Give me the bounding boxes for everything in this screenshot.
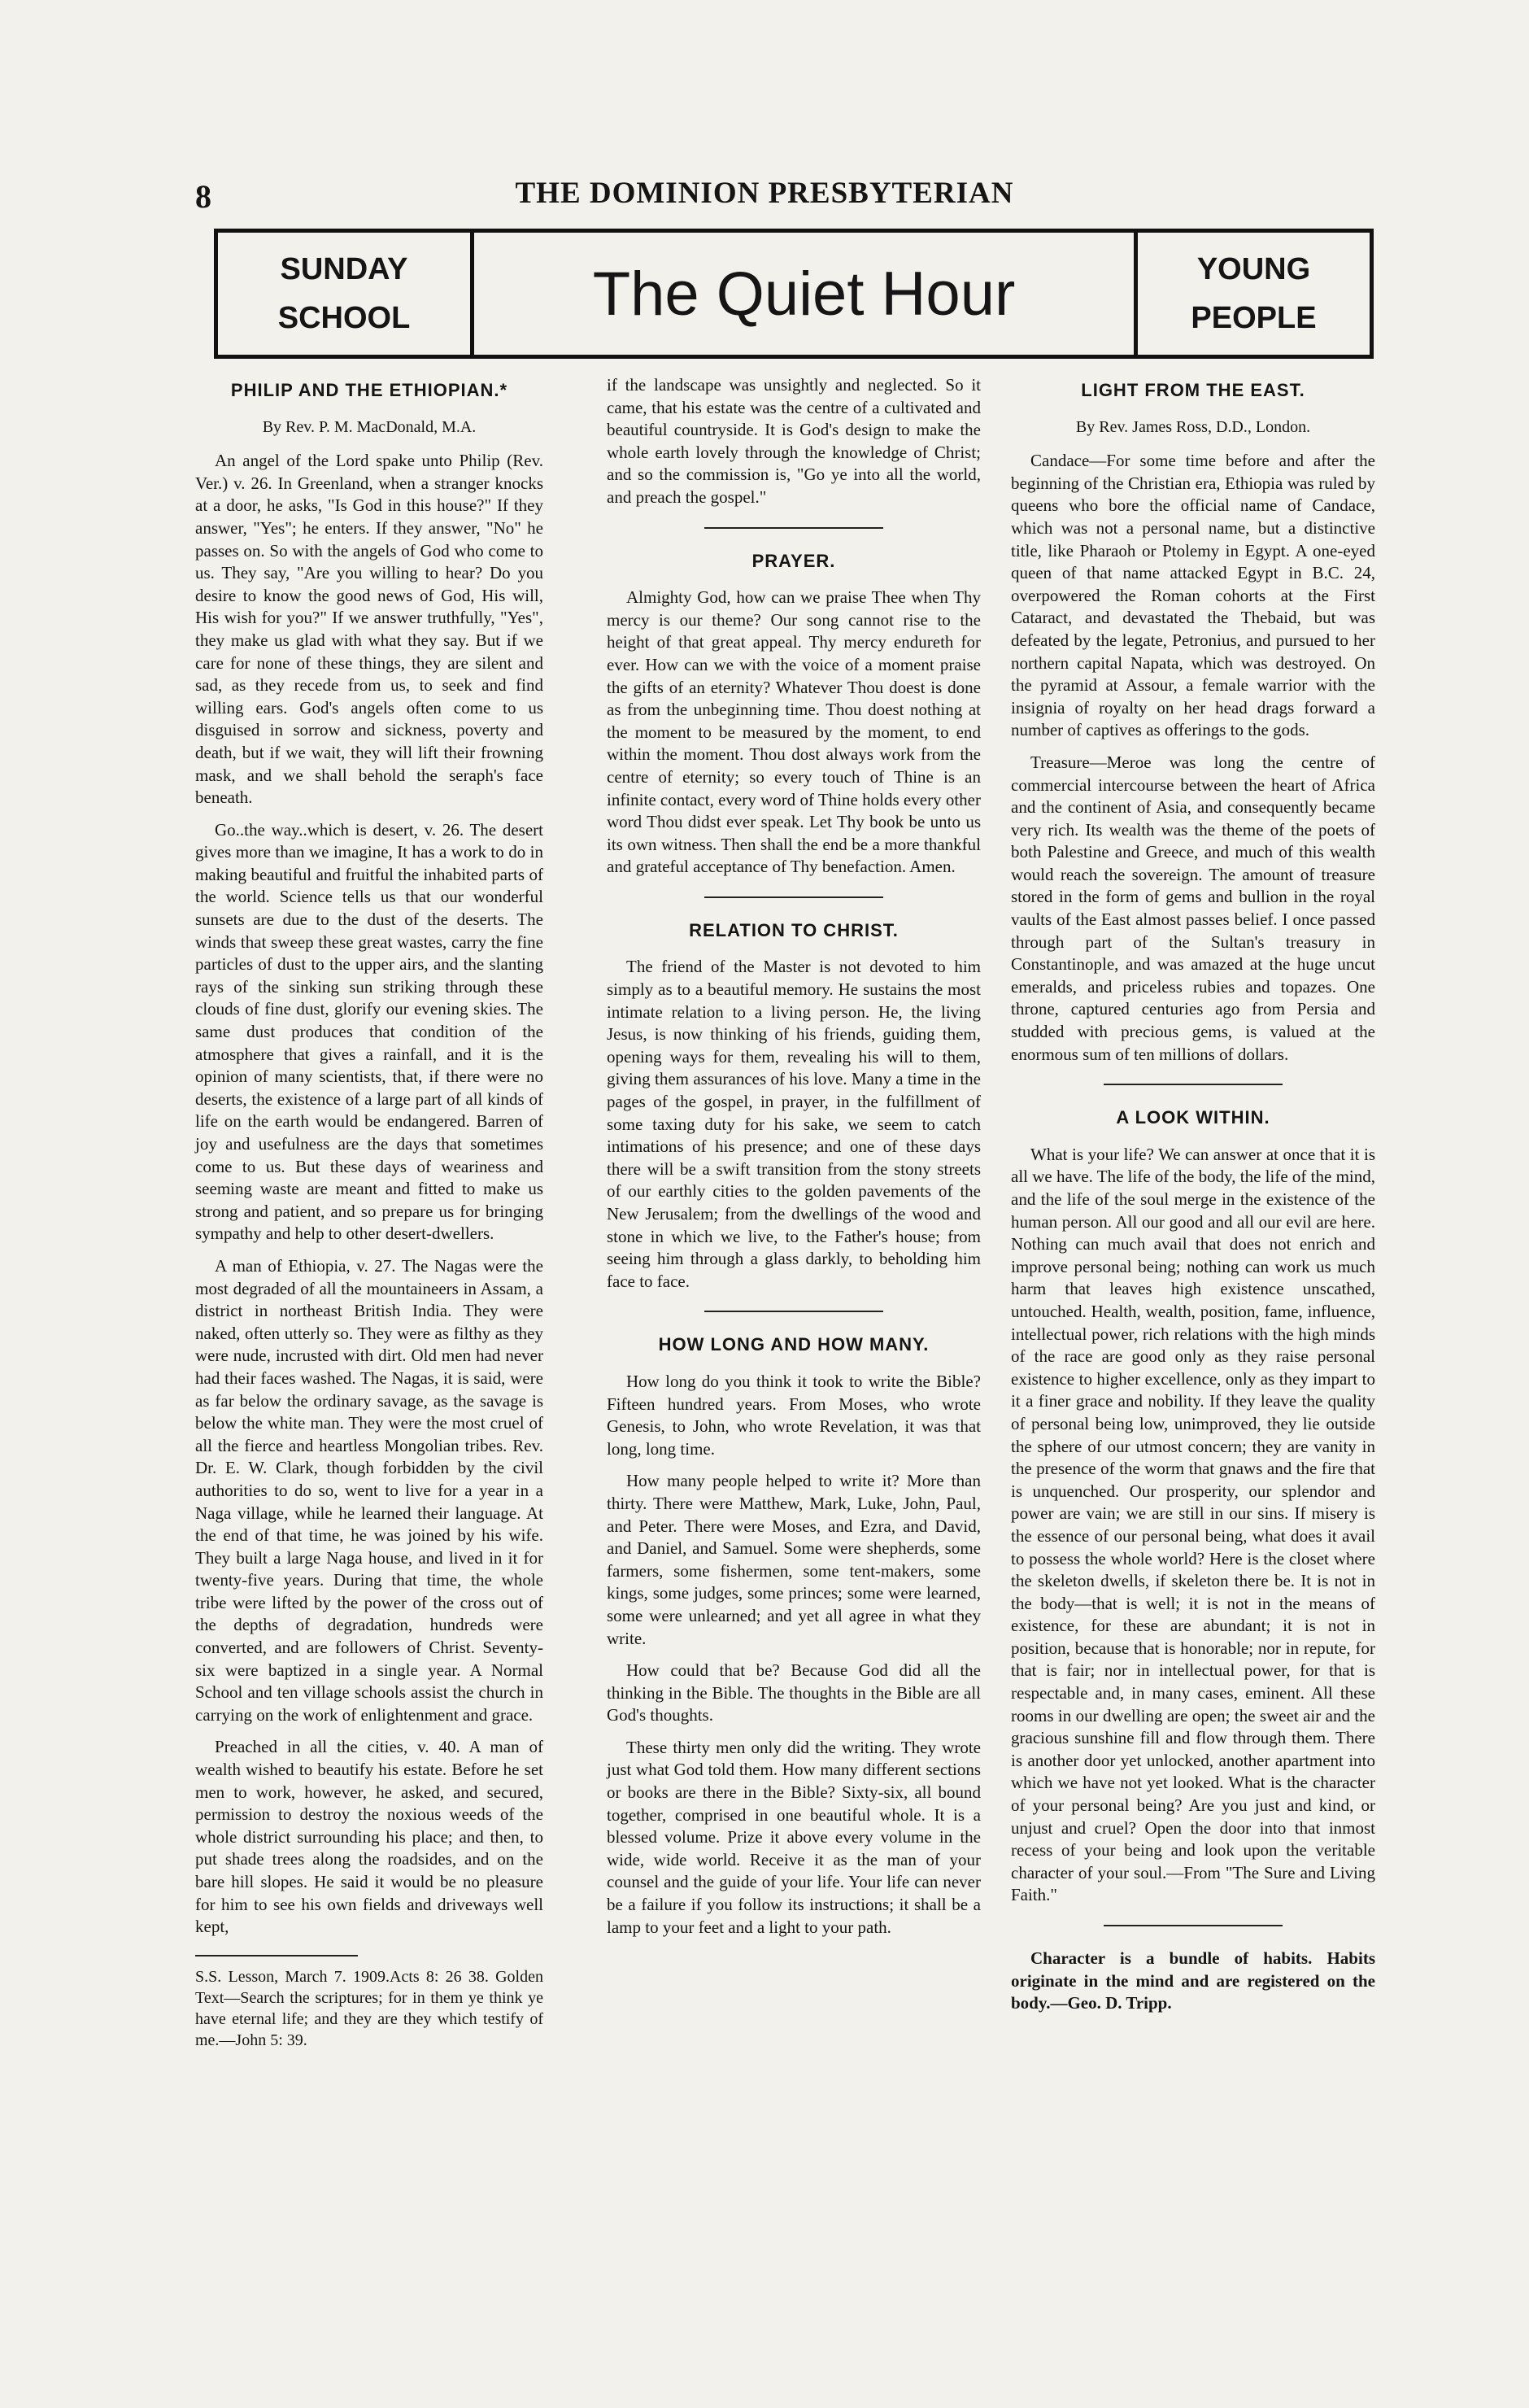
section-divider [704, 1311, 883, 1312]
light-byline: By Rev. James Ross, D.D., London. [1075, 417, 1311, 436]
look-within-heading: A LOOK WITHIN. [1116, 1107, 1270, 1128]
column-left [195, 374, 543, 2061]
paragraph: Preached in all the cities, v. 40. A man of wealth wished to beautify his estate. Before he set men to work, however, he asked, and secured, permission to destroy the noxious weeds of the whole district surrounding his place; and then, to put shade trees along the roadsides, and on the bare hill slopes. He said it would be no pleasure for him to see his own fields and driveways well kept, [195, 1737, 543, 1937]
paragraph: How long do you think it took to write the Bible? Fifteen hundred years. From Moses, who wrote Genesis, to John, who wrote Revelation, it was that long, long time. [607, 1371, 981, 1459]
banner-left-box [218, 233, 474, 355]
paragraph: How could that be? Because God did all the thinking in the Bible. The thoughts in the Bible are all God's thoughts. [607, 1660, 981, 1725]
paragraph: Candace—For some time before and after the beginning of the Christian era, Ethiopia was ruled by queens who bore the official name of Candace, which was not a personal name, but a distinctive title, like Pharaoh or Ptolemy in Egypt. A one-eyed queen of that name attacked Egypt in B.C. 24, overpowered the Roman cohorts at the First Cataract, and devastated the Thebaid, but was defeated by the legate, Petronius, and pursued to her northern capital Napata, which was destroyed. On the pyramid at Assour, a female warrior with the insignia of royalty on her head drags forward a number of captives as offerings to the gods. [1011, 451, 1375, 740]
banner-left-line2: SCHOOL [277, 301, 411, 335]
paragraph: An angel of the Lord spake unto Philip (Rev. Ver.) v. 26. In Greenland, when a stranger knocks at a door, he asks, "Is God in this house?" If they answer, "Yes"; he enters. If they answer, "No" he passes on. So with the angels of God who come to us. They say, "Are you willing to hear? Do you desire to know the good news of God, His will, His wish for you?" If we answer truthfully, "Yes", they make us glad with what they say. But if we care for none of these things, they are silent and sad, as they recede from us, to seek and find willing ears. God's angels often come to us disguised in sorrow and sickness, poverty and death, but if we wait, they will lift their frowning mask, and we shall behold the seraph's face beneath. [195, 451, 543, 808]
lesson-footnote: S.S. Lesson, March 7. 1909.Acts 8: 26 38. Golden Text—Search the scriptures; for in them ye think ye have eternal life; and they are they which testify of me.—John 5: 39. [195, 1967, 543, 2049]
column-middle [607, 374, 981, 1948]
closing-quote: Character is a bundle of habits. Habits originate in the mind and are registered on the body.—Geo. D. Tripp. [1011, 1948, 1375, 2013]
banner-right-box [1134, 233, 1370, 355]
article-heading: PHILIP AND THE ETHIOPIAN.* [230, 380, 508, 400]
paragraph: How many people helped to write it? More than thirty. There were Matthew, Mark, Luke, John, Paul, and Peter. There were Moses, and Ezra, and David, and Daniel, and Samuel. Some were shepherds, some farmers, some fishermen, some tent-makers, some kings, some judges, some princes; some were learned, some were unlearned; and yet all agree in what they write. [607, 1471, 981, 1648]
running-head: THE DOMINION PRESBYTERIAN [515, 177, 1014, 210]
article-byline: By Rev. P. M. MacDonald, M.A. [262, 417, 477, 436]
relation-heading: RELATION TO CHRIST. [689, 919, 899, 940]
how-long-heading: HOW LONG AND HOW MANY. [658, 1334, 930, 1355]
paragraph: Go..the way..which is desert, v. 26. The desert gives more than we imagine, It has a work to do in making beautiful and fruitful the inhabited parts of the world. Science tells us that our wonderful sunsets are due to the dust of the deserts. The winds that sweep these great wastes, carry the fine particles of dust to the upper airs, and the slanting rays of the sinking sun striking through these clouds of fine dust, glorify our evening skies. The same dust produces that condition of the atmosphere that gives a rainfall, and it is the opinion of many scientists, that, if there were no deserts, the existence of a large part of all kinds of life on the earth would be endangered. Barren of joy and usefulness are the days that sometimes come to us. But these days of weariness and seeming waste are meant and fitted to make us strong and patient, and so prepare us for bringing sympathy and help to other desert-dwellers. [195, 819, 543, 1244]
paragraph: Treasure—Meroe was long the centre of commercial intercourse between the heart of Africa and the continent of Asia, and consequently became very rich. Its wealth was the theme of the poets of both Palestine and Greece, and much of this wealth would reach the sovereign. The amount of treasure stored in the form of gems and bullion in the royal vaults of the East almost passes belief. I once passed through part of the Sultan's treasury in Constantinople, and was amazed at the huge uncut emeralds, and priceless rubies and topazes. One throne, captured centuries ago from Persia and studded with precious gems, is valued at the enormous sum of ten millions of dollars. [1011, 752, 1375, 1064]
relation-text: The friend of the Master is not devoted to him simply as to a beautiful memory. He sustains the most intimate relation to a living person. He, the living Jesus, is now thinking of his friends, guiding them, opening ways for them, revealing his will to them, giving them assurances of his love. Many a time in the pages of the gospel, in prayer, in the fulfillment of some taxing duty for his sake, we seem to catch intimations of his presence; and one of these days there will be a swift transition from the stony streets of our earthly cities to the golden pavements of the New Jerusalem; from the dwellings of the wood and stone in which we live, to the Father's house; from seeing him through a glass darkly, to beholding him face to face. [607, 957, 981, 1291]
section-divider [704, 896, 883, 898]
prayer-text: Almighty God, how can we praise Thee when Thy mercy is our theme? Our song cannot rise to the height of that great appeal. Thy mercy endureth for ever. How can we with the voice of a moment praise the gifts of an eternity? Whatever Thou doest is done as from the unbeginning time. Thou doest nothing at the moment to be measured by the moment, to end within the moment. Thou dost always work from the centre of eternity; so every touch of Thine is an infinite contact, every word of Thine holds every other word Thou didst ever speak. Let Thy book be unto us its own witness. Then shall the end be a more thankful and grateful acceptance of Thy benefaction. Amen. [607, 587, 981, 877]
prayer-heading: PRAYER. [751, 550, 836, 571]
footnote-divider [195, 1955, 358, 1956]
paragraph: if the landscape was unsightly and neglected. So it came, that his estate was the centre of a cultivated and beautiful countryside. It is God's design to make the whole earth lovely through the knowledge of Christ; and so the commission is, "Go ye into all the world, and preach the gospel." [607, 375, 981, 507]
page-number: 8 [195, 178, 211, 215]
banner-right-line1: YOUNG [1196, 252, 1311, 286]
look-within-text: What is your life? We can answer at once that it is all we have. The life of the body, the life of the mind, and the life of the soul merge in the existence of the human person. All our good and all our evil are here. Nothing can much avail that does not enrich and improve personal being; nothing can work us much harm that leaves high existence unscathed, untouched. Health, wealth, position, fame, influence, intellectual power, rich relations with the high minds of the race are good only as they raise personal existence to higher excellence, only as they impart to it a finer grace and nobility. If they leave the quality of personal being low, unimproved, they lie outside the sphere of our utmost concern; they are vanity in the presence of the worm that gnaws and the fire that is unquenched. Our prosperity, our splendor and power are vain; we are still in our sins. If misery is the essence of our personal being, what does it avail to possess the whole world? Here is the closet where the skeleton dwells, if skeleton there be. It is not in the body—that is well; it is not in the means of existence, for these are abundant; it is not in position, because that is honorable; nor in repute, for that is fair; nor in intellectual power, for that is respectable and, in many cases, eminent. All these rooms in our dwelling are open; the sweet air and the gracious sunshine fill and flow through them. There is another door yet unlocked, another apartment into which we have not yet looked. What is the character of your personal being? Are you just and kind, or unjust and cruel? Open the door into that inmost recess of your being and look upon the veritable character of your soul.—From "The Sure and Living Faith." [1011, 1144, 1375, 1905]
column-right [1011, 374, 1375, 2025]
banner-right-line2: PEOPLE [1191, 301, 1317, 335]
section-divider [1104, 1084, 1283, 1085]
section-banner [214, 229, 1374, 359]
section-divider [704, 527, 883, 529]
light-heading: LIGHT FROM THE EAST. [1081, 380, 1305, 400]
banner-title: The Quiet Hour [592, 259, 1016, 329]
paragraph: These thirty men only did the writing. They wrote just what God told them. How many different sections or books are there in the Bible? Sixty-six, all bound together, comprised in one beautiful whole. It is a blessed volume. Prize it above every volume in the wide, wide world. Receive it as the man of your counsel and the guide of your life. Your life can never be a failure if you follow its instructions; it shall be a lamp to your feet and a light to your path. [607, 1737, 981, 1937]
paragraph: A man of Ethiopia, v. 27. The Nagas were the most degraded of all the mountaineers in Assam, a district in northeast British India. They were naked, often utterly so. They were as filthy as they were nude, incrusted with dirt. Old men had never had their faces washed. The Nagas, it is said, were as far below the ordinary savage, as the savage is below the white man. They were the most cruel of all the fierce and heartless Mongolian tribes. Rev. Dr. E. W. Clark, though forbidden by the civil authorities to do so, went to live for a year in a Naga village, while he learned their language. At the end of that time, he was joined by his wife. They built a large Naga house, and lived in it for twenty-five years. During that time, the whole tribe were lifted by the power of the cross out of the depths of degradation, hundreds were converted, and are followers of Christ. Seventy-six were baptized in a single year. A Normal School and ten village schools assist the church in carrying on the work of enlightenment and grace. [195, 1255, 543, 1725]
section-divider [1104, 1925, 1283, 1926]
banner-left-line1: SUNDAY [280, 252, 408, 286]
